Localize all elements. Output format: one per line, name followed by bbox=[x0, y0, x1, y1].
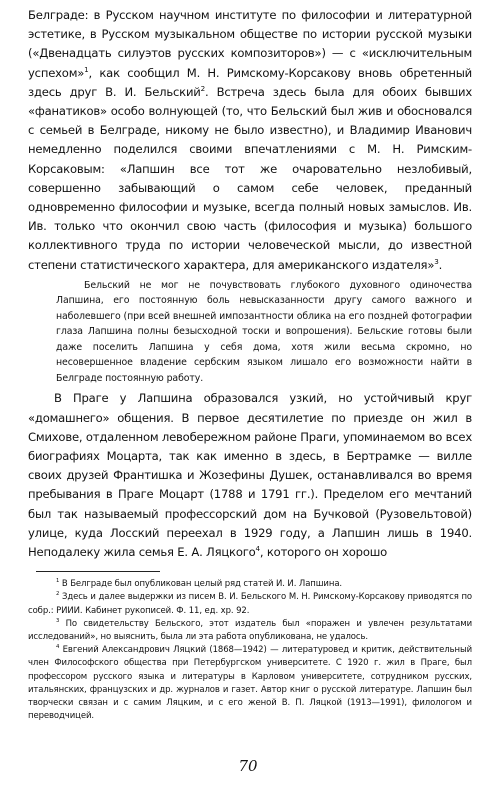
footnote-text: Евгений Александрович Ляцкий (1868—1942) — литературовед и критик, действительный член Философского общества при Петербургском университете. С 1920 г. жил в Праге, был профессором русского языка и литературы в Карловом университете, сотрудником русских, итальянских, французских и др. журналов и газет. Автор книг о русской литературе. Лапшин был творчески связан и с самим Ляцким, и с его женой В. П. Ляцкой (1913—1991), филологом и переводчицей. bbox=[28, 645, 472, 722]
footnote-4 bbox=[28, 644, 472, 723]
footnote-2 bbox=[28, 591, 472, 617]
footnote-text: Здесь и далее выдержки из писем В. И. Бельского М. Н. Римскому-Корсакову приводятся по собр.: РИИИ. Кабинет рукописей. Ф. 11, ед. хр. 92. bbox=[28, 592, 472, 616]
page bbox=[28, 6, 472, 723]
paragraph-text: В Праге у Лапшина образовался узкий, но устойчивый круг «домашнего» общения. В первое десятилетие по приезде он жил в Смихове, отдаленном левобережном районе Праги, упоминаемом во всех биографиях Моцарта, так как именно в здесь, в Бертрамке — вилле своих друзей Франтишка и Жозефины Душек, останавливался во время пребывания в Праге Моцарт (1788 и 1791 гг.). Пределом его мечтаний был так называемый профессорский дом на Бучковой (Рузовельтовой) улице, куда Лосский переехал в 1929 году, а Лапшин лишь в 1940. Неподалеку жила семья Е. А. Ляцкого bbox=[28, 391, 472, 559]
footnote-ref-4[interactable]: 4 bbox=[255, 544, 260, 554]
page-number: 70 bbox=[238, 757, 258, 775]
paragraph-text: , которого он хорошо bbox=[259, 544, 388, 559]
paragraph-text: . Встреча здесь была для обоих бывших «фанатиков» особо волнующей (то, что Бельский был жив и обосновался с семьей в Белграде, никому не было известно), и Владимир Иванович немедленно поделился своими впечатлениями с М. Н. Римским-Корсаковым: «Лапшин все тот же очаровательно незлобивый, совершенно забывающий о самом себе человек, преданный одновременно философии и музыке, всегда полный новых замыслов. Ив. Ив. только что окончил свою часть (философия и музыка) большого коллективного труда по истории человеческой мысли, до известной степени статистического характера, для американского издателя» bbox=[28, 84, 472, 272]
footnote-mark: 3 bbox=[56, 617, 60, 624]
footnote-3 bbox=[28, 618, 472, 644]
paragraph-text: , как сообщил М. Н. Римскому-Корсакову вновь обретенный здесь друг В. И. Бельский bbox=[28, 65, 472, 99]
footnote-text: По свидетельству Бельского, этот издатель был «поражен и увлечен результатами исследований», но выяснить, была ли эта работа опубликована, не удалось. bbox=[28, 618, 472, 642]
footnote-ref-2[interactable]: 2 bbox=[200, 83, 206, 93]
footnote-1 bbox=[28, 578, 472, 591]
footnotes bbox=[28, 578, 472, 723]
footnote-ref-1[interactable]: 1 bbox=[84, 64, 89, 74]
body-paragraph-2 bbox=[28, 389, 472, 562]
quote-text: Бельский не мог не почувствовать глубокого духовного одиночества Лапшина, его постоянную боль невысказанности другу самого важного и наболевшего (при всей внешней импозантности облика на его поздней фотографии глаза Лапшина полны безысходной тоски и вопрошения). Бельские готовы были даже поселить Лапшина у себя дома, хотя жили весьма скромно, но несовершенное владение сербским языком лишало его возможности найти в Белграде постоянную работу. bbox=[56, 279, 472, 384]
body-paragraph-1 bbox=[28, 6, 472, 275]
footnote-ref-3[interactable]: 3 bbox=[434, 256, 439, 266]
paragraph-text: . bbox=[438, 257, 443, 272]
paragraph-text: Белградe: в Русском научном институте по философии и литературной эстетике, в Русском музыкальном обществе по истории русской музыки («Двенадцать силуэтов русских композиторов») — с «исключительным успехом» bbox=[28, 8, 472, 80]
footnote-mark: 2 bbox=[56, 591, 60, 598]
footnote-text: В Белграде был опубликован целый ряд статей И. И. Лапшина. bbox=[59, 579, 343, 590]
footnote-mark: 1 bbox=[56, 578, 60, 585]
block-quote bbox=[28, 278, 472, 387]
footnote-divider bbox=[36, 571, 160, 572]
footnote-mark: 4 bbox=[56, 644, 60, 651]
